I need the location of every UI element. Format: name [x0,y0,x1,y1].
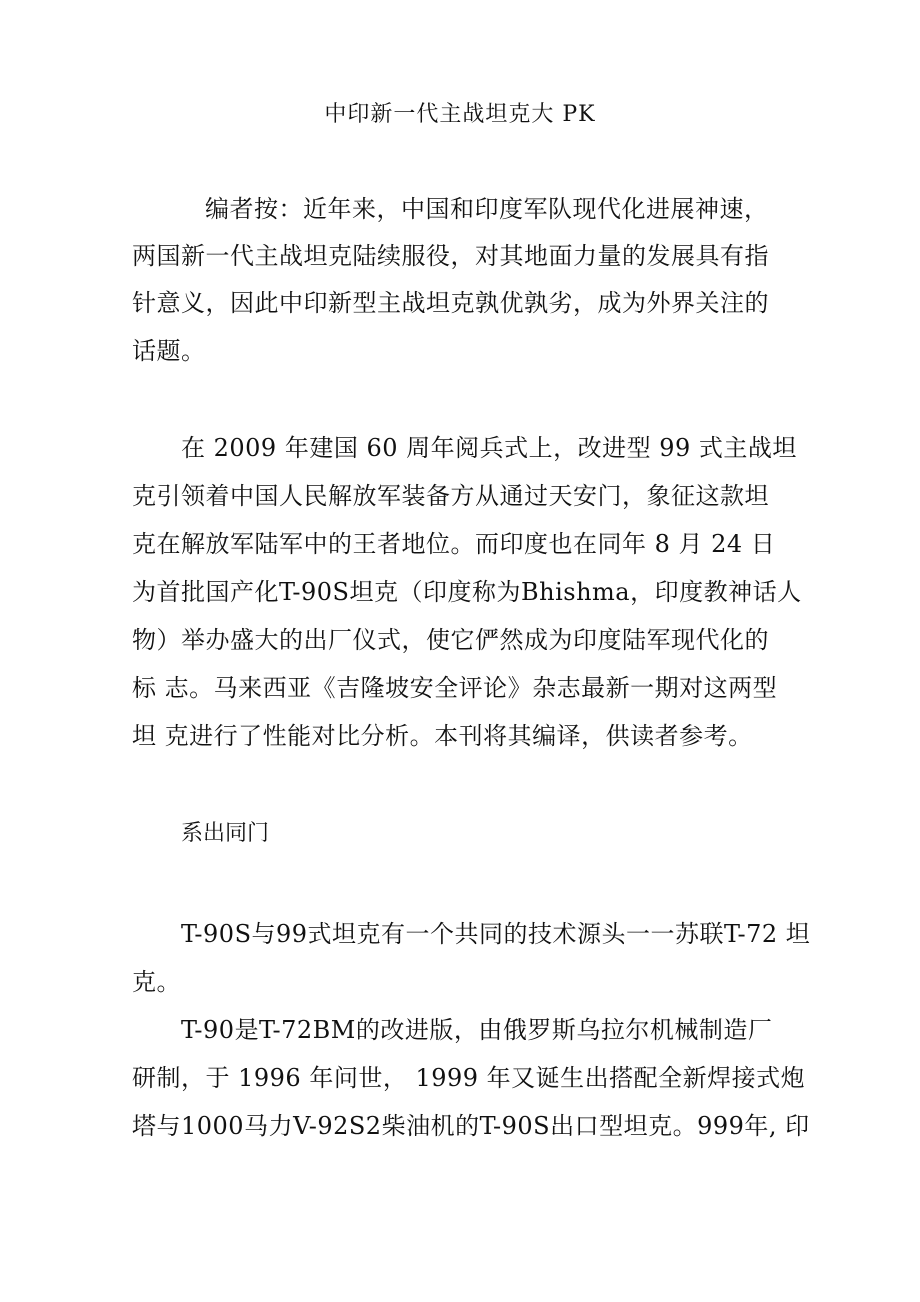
editor-note-line-2: 两国新一代主战坦克陆续服役，对其地面力量的发展具有指 [132,242,769,270]
paragraph-1-line-5: 物）举办盛大的出厂仪式，使它俨然成为印度陆军现代化的 [132,626,769,654]
paragraph-1-line-4: 为首批国产化T-90S坦克（印度称为Bhishma，印度教神话人 [132,578,802,606]
paragraph-1-line-2: 克引领着中国人民解放军装备方从通过天安门，象征这款坦 [132,482,769,510]
paragraph-3-line-2: 研制，于 1996 年问世， 1999 年又诞生出搭配全新焊接式炮 [132,1064,806,1092]
editor-note-line-1: 编者按：近年来，中国和印度军队现代化进展神速， [205,195,769,223]
section-heading: 系出同门 [181,821,270,846]
paragraph-2-line-2: 克。 [132,968,181,996]
paragraph-1-line-6: 标 志。马来西亚《吉隆坡安全评论》杂志最新一期对这两型 [132,674,778,702]
paragraph-3-line-3: 塔与1000马力V-92S2柴油机的T-90S出口型坦克。999年, 印 [132,1112,810,1140]
paragraph-1-line-1: 在 2009 年建国 60 周年阅兵式上，改进型 99 式主战坦 [181,434,797,462]
paragraph-1-line-7: 坦 克进行了性能对比分析。本刊将其编译，供读者参考。 [132,722,753,750]
page-title: 中印新一代主战坦克大 PK [324,102,596,127]
editor-note-line-4: 话题。 [132,337,206,365]
paragraph-3-line-1: T-90是T-72BM的改进版，由俄罗斯乌拉尔机械制造厂 [181,1016,773,1044]
paragraph-2-line-1: T-90S与99式坦克有一个共同的技术源头一一苏联T-72 坦 [181,920,811,948]
editor-note-line-3: 针意义，因此中印新型主战坦克孰优孰劣，成为外界关注的 [132,289,769,317]
paragraph-1-line-3: 克在解放军陆军中的王者地位。而印度也在同年 8 月 24 日 [132,530,776,558]
